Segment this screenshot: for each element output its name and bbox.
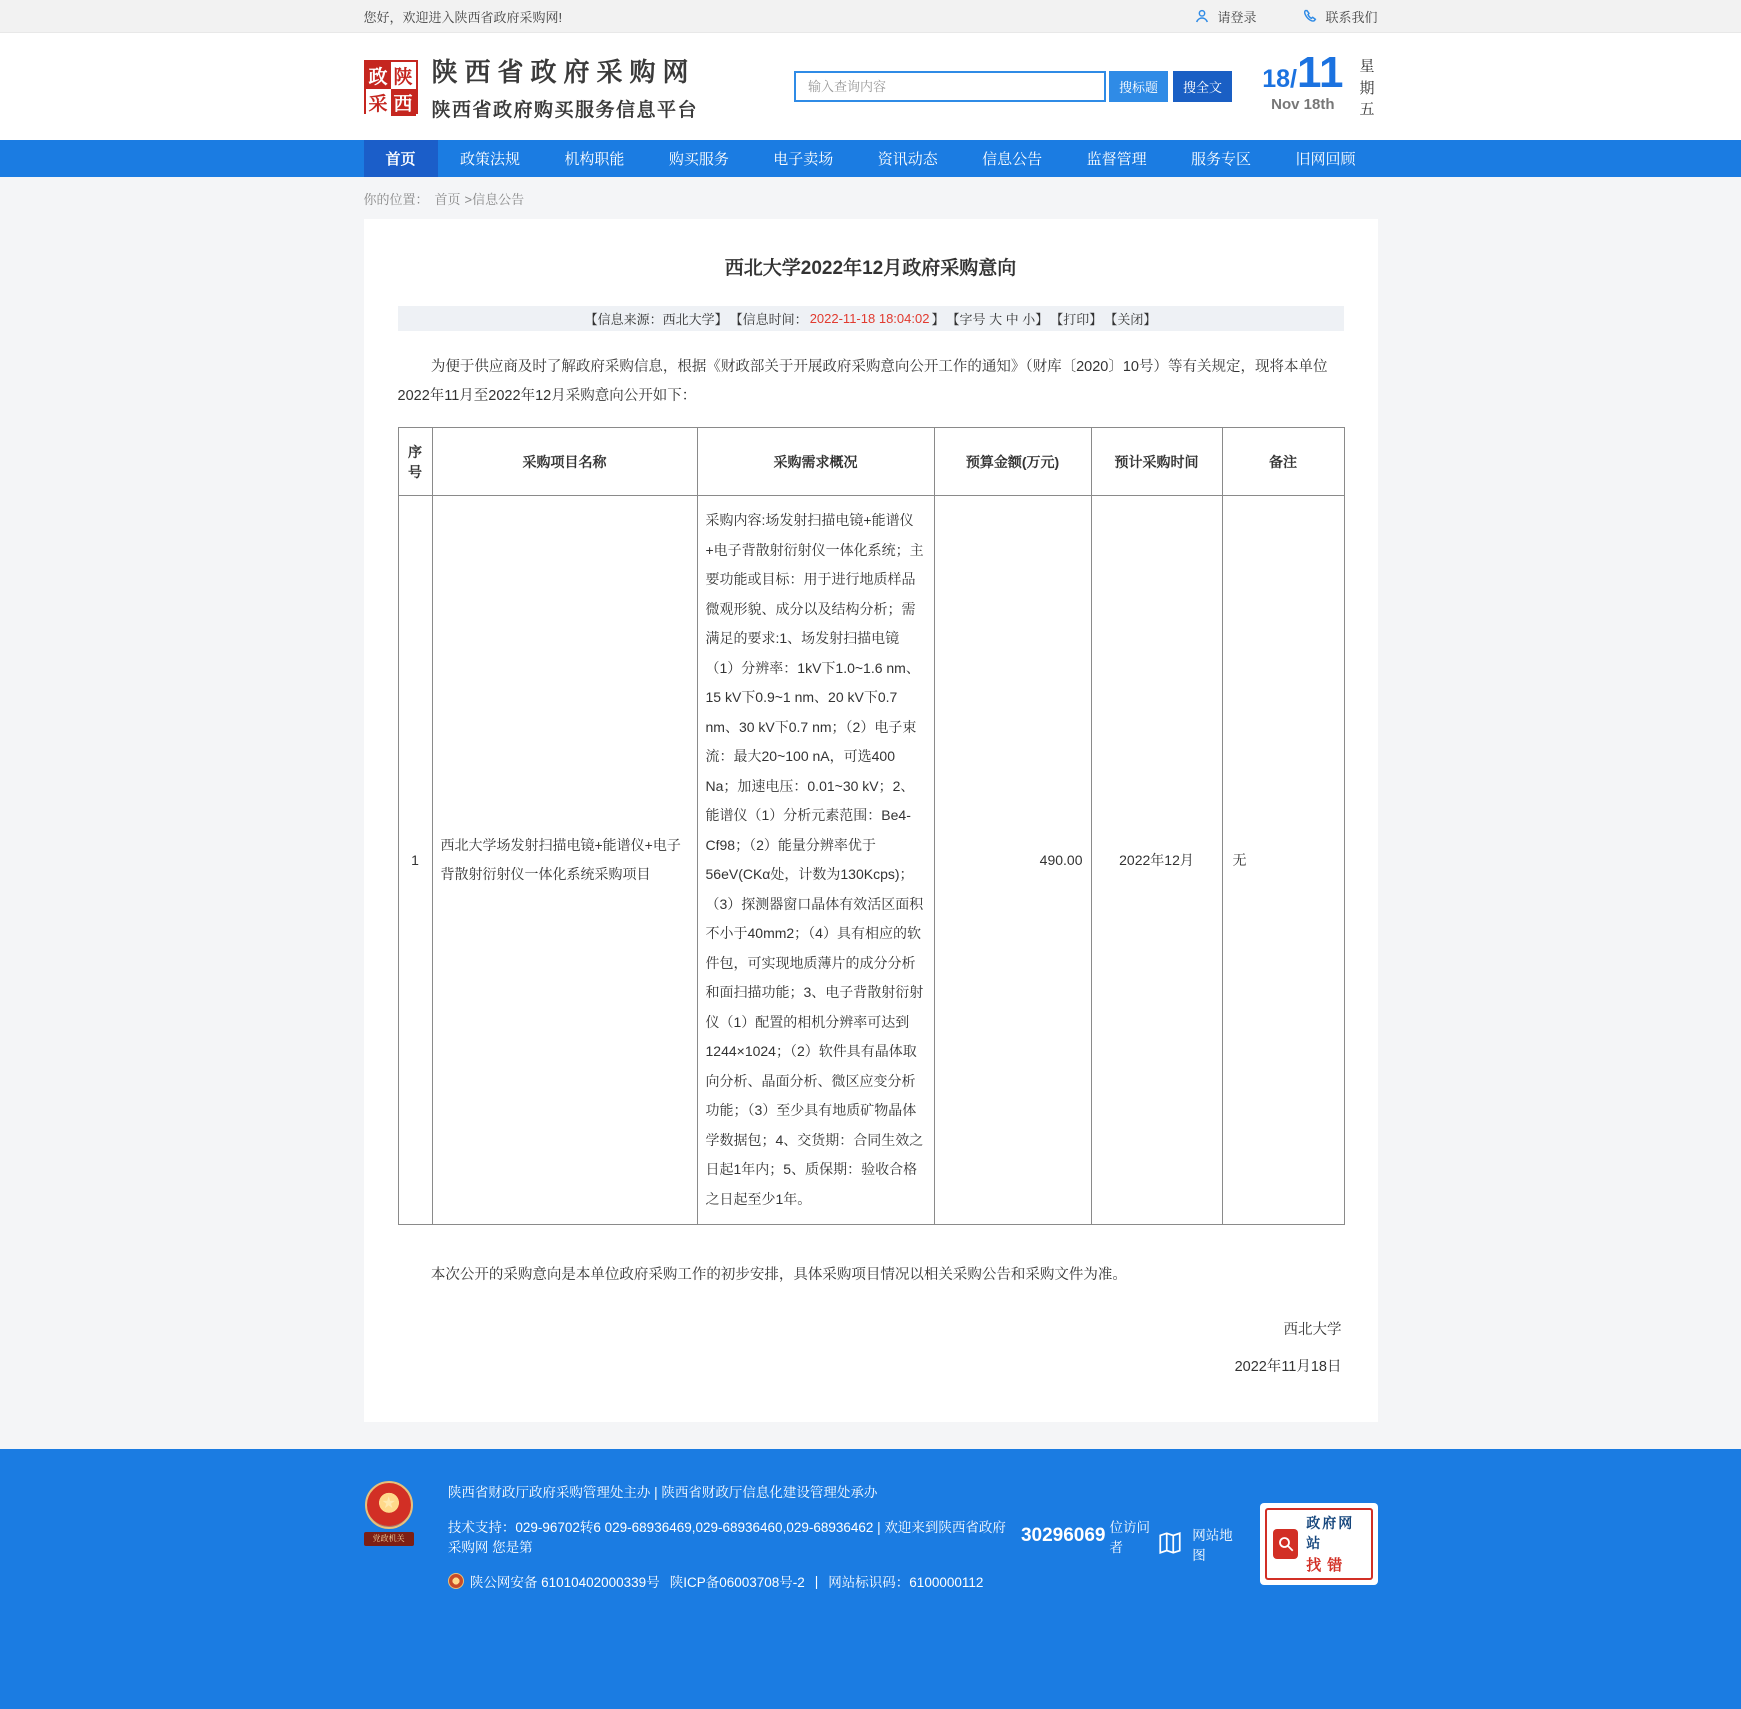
date-day: 18/ [1262,64,1297,93]
police-record-icon [448,1573,464,1589]
logo-seal-icon [364,60,418,114]
article-card [364,219,1378,1422]
meta-time-close: 】 [931,312,945,327]
signature: 西北大学 [1283,1322,1342,1338]
contact-label: 联系我们 [1325,9,1378,25]
seal-char: 政 [366,62,391,89]
nav-item-policies[interactable]: 政策法规 [459,151,520,168]
meta-time-value: 2022-11-18 18:04:02 [809,311,930,326]
breadcrumb-label: 你的位置： [363,191,429,207]
table-row [398,496,1344,1225]
font-size-controls[interactable]: 【字号 大 中 小】 [946,312,1049,327]
seal-char: 西 [391,89,416,116]
sitemap-label: 网站地图 [1192,1528,1233,1563]
badge-line2: 找错 [1306,1557,1349,1574]
col-header-remark: 备注 [1222,428,1344,496]
site-name: 陕西省政府采购网 [431,56,696,87]
nav-item-news[interactable]: 资讯动态 [877,151,938,168]
breadcrumb-home-link[interactable]: 首页 [434,191,461,207]
login-label: 请登录 [1217,9,1257,25]
emblem-ribbon-label: 党政机关 [364,1532,414,1546]
nav-item-home[interactable]: 首页 [364,140,438,177]
nav-item-functions[interactable]: 机构职能 [564,151,625,168]
cell-no: 1 [398,496,432,1225]
article-meta-bar [398,306,1344,331]
date-month: 11 [1296,47,1344,97]
visitor-count: 30296069 [1020,1525,1106,1546]
close-button[interactable]: 【关闭】 [1104,312,1157,327]
main-nav [0,140,1741,177]
breadcrumb-current: >信息公告 [464,191,525,207]
nav-item-supervision[interactable]: 监督管理 [1086,151,1147,168]
footer-separator: | [814,1573,819,1589]
site-code: 网站标识码：6100000112 [828,1575,984,1590]
meta-time-label: 【信息时间： [729,312,808,327]
date-weekday: 星期五 [1359,57,1375,119]
meta-source: 【信息来源：西北大学】 [584,312,728,327]
nav-item-old-site[interactable]: 旧网回顾 [1295,151,1356,168]
nav-item-announcements[interactable]: 信息公告 [982,151,1043,168]
badge-line1: 政府网站 [1306,1515,1355,1551]
cell-time: 2022年12月 [1091,496,1222,1225]
seal-char: 采 [366,89,391,116]
col-header-requirement: 采购需求概况 [697,428,934,496]
topbar [0,0,1741,33]
cell-requirement: 采购内容:场发射扫描电镜+能谱仪+电子背散射衍射仪一体化系统；主要功能或目标：用于进行地质样品微观形貌、成分以及结构分析；需满足的要求:1、场发射扫描电镜（1）分辨率：1kV下1.0~1.6 nm、15 kV下0.9~1 nm、20 kV下0.7 nm、30 kV下0.7 nm；（2）电子束流：最大20~100 nA，可选400 Na；加速电压：0.01~30 kV；2、能谱仪（1）分析元素范围：Be4-Cf98；（2）能量分辨率优于56eV(CKα处，计数为130Kcps)；（3）探测器窗口晶体有效活区面积不小于40mm2；（4）具有相应的软件包，可实现地质薄片的成分分析和面扫描功能；3、电子背散射衍射仪（1）配置的相机分辨率可达到1244×1024；（2）软件具有晶体取向分析、晶面分析、微区应变分析功能；（3）至少具有地质矿物晶体学数据包；4、交货期：合同生效之日起1年内；5、质保期：验收合格之日起至少1年。 [697,496,934,1225]
search-title-button[interactable]: 搜标题 [1109,71,1168,102]
nav-item-e-market[interactable]: 电子卖场 [773,151,834,168]
welcome-text: 您好，欢迎进入陕西省政府采购网! [363,9,563,25]
print-button[interactable]: 【打印】 [1050,312,1103,327]
phone-icon [1302,8,1318,24]
intro-paragraph: 为便于供应商及时了解政府采购信息，根据《财政部关于开展政府采购意向公开工作的通知》（财库〔2020〕10号）等有关规定，现将本单位2022年11月至2022年12月采购意向公开如下： [397,359,1328,404]
nav-item-purchase-service[interactable]: 购买服务 [668,151,729,168]
col-header-name: 采购项目名称 [432,428,697,496]
contact-link[interactable] [1302,7,1377,26]
icp-record-number[interactable]: 陕ICP备06003708号-2 [669,1575,805,1590]
sitemap-link[interactable] [1157,1524,1236,1564]
user-icon [1194,8,1210,24]
date-widget [1262,47,1377,121]
search-fulltext-button[interactable]: 搜全文 [1173,71,1232,102]
closing-paragraph: 本次公开的采购意向是本单位政府采购工作的初步安排，具体采购项目情况以相关采购公告和采购文件为准。 [430,1267,1127,1283]
signature-date: 2022年11月18日 [1234,1359,1342,1375]
footer-support-line: 技术支持：029-96702转6 029-68936469,029-68936460,029-68936462 | 欢迎来到陕西省政府采购网 您是第 [447,1520,1006,1555]
cell-budget: 490.00 [934,496,1091,1225]
government-emblem-badge [364,1481,414,1546]
col-header-no: 序号 [398,428,432,496]
table-header-row [398,428,1344,496]
search-input[interactable] [794,71,1106,102]
date-english: Nov 18th [1271,95,1335,113]
col-header-budget: 预算金额(万元) [934,428,1091,496]
login-link[interactable] [1194,7,1256,26]
footer-organizer-line: 陕西省财政厅政府采购管理处主办 | 陕西省财政厅信息化建设管理处承办 [447,1485,878,1500]
police-record-number[interactable]: 陕公网安备 61010402000339号 [469,1575,660,1590]
search-area [794,71,1232,102]
page-title: 西北大学2022年12月政府采购意向 [724,258,1017,279]
sitemap-icon [1157,1530,1183,1559]
site-logo[interactable] [364,52,699,122]
report-error-badge[interactable] [1260,1503,1378,1585]
procurement-table [398,427,1345,1225]
cell-remark: 无 [1222,496,1344,1225]
footer [0,1449,1741,1709]
cell-project-name: 西北大学场发射扫描电镜+能谱仪+电子背散射衍射仪一体化系统采购项目 [432,496,697,1225]
magnifier-icon [1273,1529,1298,1559]
nav-item-service-zone[interactable]: 服务专区 [1191,151,1252,168]
site-subtitle: 陕西省政府购买服务信息平台 [431,99,699,121]
col-header-time: 预计采购时间 [1091,428,1222,496]
footer-visitor-suffix: 位访问者 [1109,1520,1150,1555]
breadcrumb [364,177,1378,219]
site-header [0,33,1741,140]
seal-char: 陕 [391,62,416,89]
